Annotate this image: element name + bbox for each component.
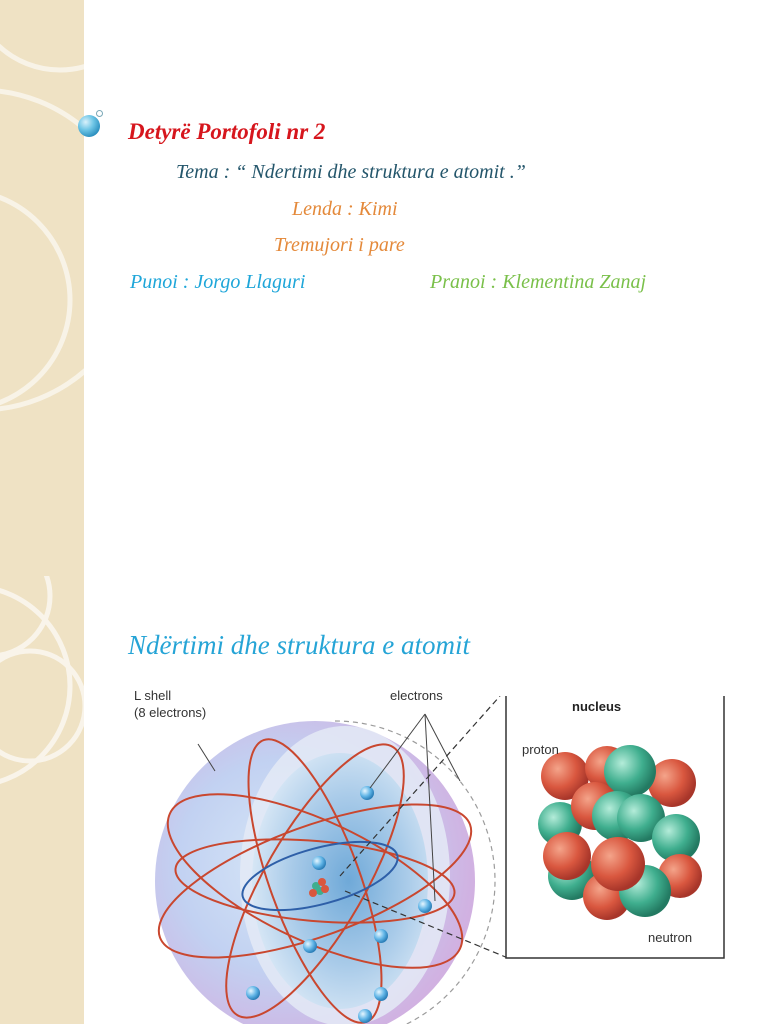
decorative-circles [0,0,84,576]
electrons-label: electrons [390,688,443,703]
proton-label: proton [522,742,559,757]
subject-line: Lenda : Kimi [292,198,398,220]
portfolio-title: Detyrë Portofoli nr 2 [128,119,326,144]
atom-structure-slide [0,576,768,1024]
decorative-side-strip [0,576,84,1024]
bullet-ball-icon [78,115,100,137]
atom-diagram [120,688,740,1024]
l-shell-label: L shell [134,688,172,703]
reviewer-line: Pranoi : Klementina Zanaj [430,271,647,293]
decorative-circles [0,576,84,1024]
decorative-side-strip [0,0,84,576]
author-line: Punoi : Jorgo Llaguri [130,271,306,293]
neutron-label: neutron [648,930,693,945]
topic-line: Tema : “ Ndertimi dhe struktura e atomit .” [176,161,526,183]
nucleus-label: nucleus [572,699,622,714]
atom-illustration [120,696,740,1024]
trimester-line: Tremujori i pare [274,234,405,256]
slide-heading: Ndërtimi dhe struktura e atomit [128,630,470,660]
l-shell-count-label: (8 electrons) [134,705,207,720]
nucleus-closeup [538,745,702,920]
small-ring-icon [96,110,103,117]
